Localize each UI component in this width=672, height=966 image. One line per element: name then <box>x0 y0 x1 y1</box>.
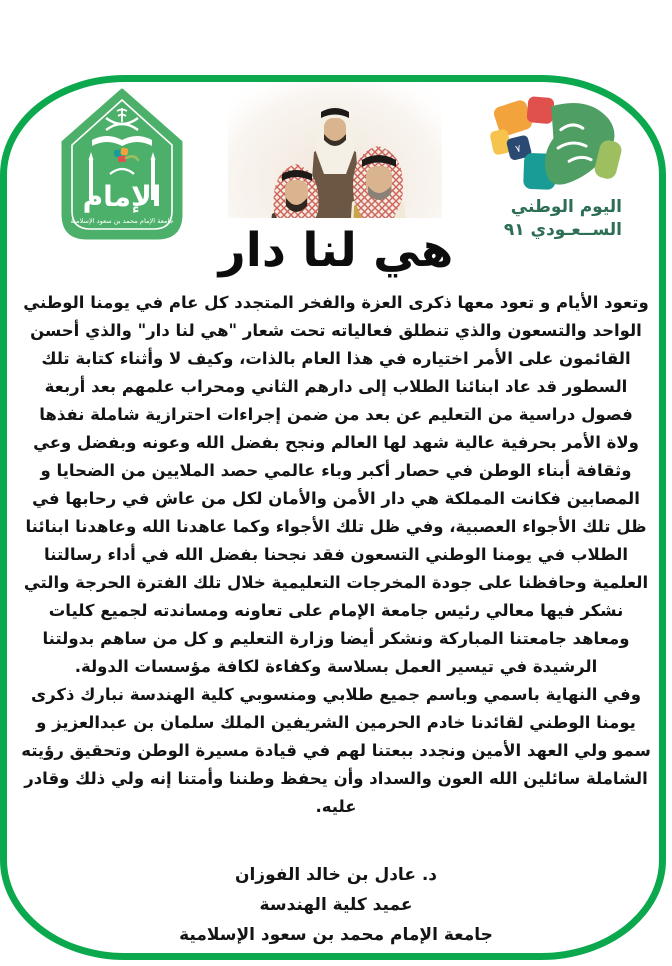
body-line: سمو ولي العهد الأمين ونجدد ببعتنا لهم في قيادة مسيرة الوطن وتحقيق رؤيته <box>21 741 651 760</box>
body-line: يومنا الوطني لقائدنا خادم الحرمين الشريفين الملك سلمان بن عبدالعزيز و <box>36 713 636 732</box>
body-line: السطور قد عاد ابنائنا الطلاب إلى دارهم الثاني ومحراب علمهم بعد أربعة <box>44 377 628 396</box>
national-day-logo <box>488 96 628 194</box>
body-line: العلمية وحافظنا على جودة المخرجات التعليمية خلال تلك الفترة الحرجة والتي <box>23 573 649 592</box>
body-line: فصول دراسية من التعليم عن بعد من ضمن إجراءات احترازية شاملة نفذها <box>39 405 633 424</box>
body-line: الواحد والتسعون والذي تنطلق فعالياته تحت شعار "هي لنا دار" والذي أحسن <box>30 321 642 340</box>
national-day-caption <box>472 196 622 242</box>
body-line: الطلاب في يومنا الوطني التسعون فقد نجحنا بفضل الله في أداء رسالتنا <box>44 545 628 564</box>
university-emblem <box>58 88 186 240</box>
body-line: وفي النهاية باسمي وباسم جميع طلابي ومنسوبي كلية الهندسة نبارك ذكرى <box>31 685 641 704</box>
university-emblem-icon <box>58 88 186 240</box>
body-line: القائمون على الأمر اختياره في هذا العام بالذات، وكيف لا وأثناء كتابة تلك <box>41 349 631 368</box>
signature-block <box>0 860 672 950</box>
page-title: هي لنا دار <box>197 218 476 284</box>
body-line: نشكر فيها معالي رئيس جامعة الإمام على تعاونه ومساندته لجميع كليات <box>48 601 624 620</box>
body-line: الرشيدة في تيسير العمل بسلاسة وكفاءة لكافة مؤسسات الدولة. <box>74 657 598 676</box>
body-line: الشاملة سائلين الله العون والسداد وأن يحفظ وطننا وأمتنا إنه ولي ذلك وقادر <box>24 769 648 788</box>
svg-text:جامعة الإمام محمد بن سعود الإس: جامعة الإمام محمد بن سعود الإسلامية <box>70 217 174 225</box>
body-line: ولاة الأمر بحرفية عالية شهد لها العالم ونجح بفضل الله وعونه وبفضل وعي <box>33 433 639 452</box>
body-line: وثقافة أبناء الوطن في حصار أكبر وباء عالمي حصد الملايين من الضحايا و <box>40 461 632 480</box>
signature-name: د. عادل بن خالد الفوزان <box>234 865 438 885</box>
svg-text:الإمام: الإمام <box>82 180 162 213</box>
body-line: ومعاهد جامعتنا المباركة ونشكر أيضا وزارة التعليم و كل من ساهم بدولتنا <box>42 629 630 648</box>
signature-role: عميد كلية الهندسة <box>259 895 413 915</box>
body-line: ظل تلك الأجواء العصبية، وفي ظل تلك الأجواء وكما عاهدنا الله وعاهدنا ابنائنا <box>25 517 647 536</box>
body-line: وتعود الأيام و تعود معها ذكرى العزة والفخر المتجدد كل عام في يومنا الوطني <box>23 293 649 312</box>
body-line: المصابين فكانت المملكة هي دار الأمن والأمان لكل من عاش في رحابها في <box>32 489 640 508</box>
signature-university: جامعة الإمام محمد بن سعود الإسلامية <box>179 925 493 945</box>
national-day-logo-mark <box>488 96 628 194</box>
national-day-caption-line2: الســعـودي ٩١ <box>503 220 622 240</box>
body-line: عليه. <box>315 797 357 816</box>
svg-text:٧: ٧ <box>514 143 523 156</box>
national-day-caption-line1: اليوم الوطني <box>510 197 622 217</box>
body-text <box>18 289 654 821</box>
